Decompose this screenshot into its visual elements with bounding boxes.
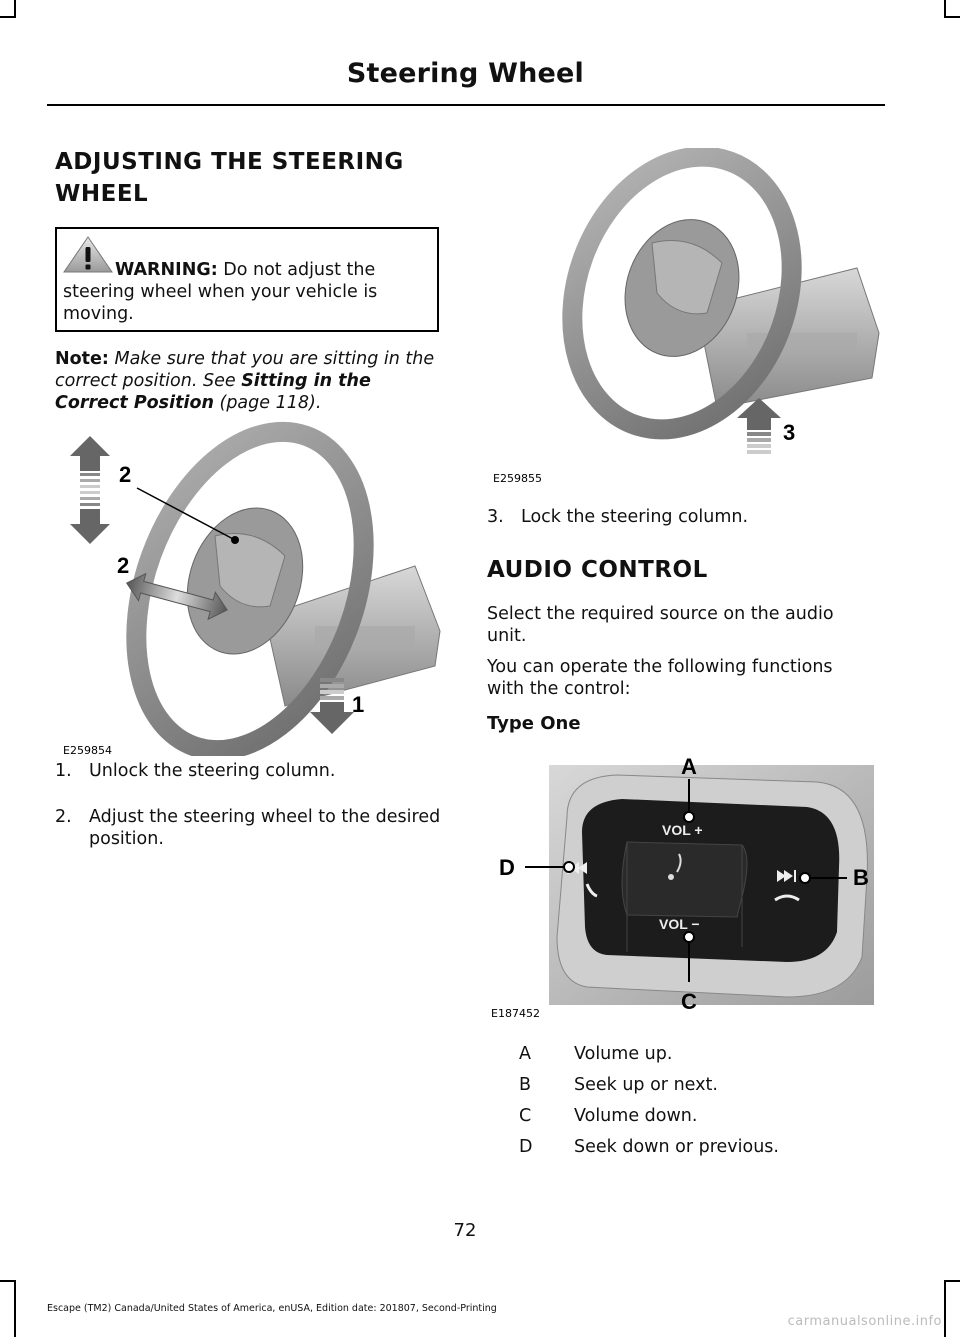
edition-footer: Escape (TM2) Canada/United States of America, enUSA, Edition date: 201807, Second-Printing — [47, 1303, 497, 1314]
legend-key: A — [519, 1044, 531, 1064]
step-text-line1: Adjust the steering wheel to the desired — [89, 807, 441, 827]
callout-3: 3 — [783, 420, 796, 445]
figure-code: E259854 — [63, 744, 112, 756]
warning-body: Do not adjust the steering wheel when your vehicle is moving. — [63, 260, 378, 324]
step-text-line2: position. — [89, 829, 164, 849]
audio-para-2-line2: with the control: — [487, 679, 631, 699]
label-a: A — [681, 757, 697, 779]
legend-key: C — [519, 1106, 532, 1126]
page-header-title: Steering Wheel — [346, 58, 584, 89]
step-number: 1. — [55, 761, 72, 781]
step-number: 2. — [55, 807, 72, 827]
watermark: carmanualsonline.info — [787, 1314, 942, 1329]
note-text: Make sure that you are sitting in the correct position. See — [55, 349, 435, 391]
step-3 — [487, 506, 887, 528]
note-label: Note: — [55, 349, 109, 369]
vol-plus-label: VOL + — [662, 822, 703, 838]
steering-adjust-figure — [55, 416, 445, 756]
crop-mark — [14, 1280, 16, 1337]
audio-control-heading: AUDIO CONTROL — [487, 557, 708, 583]
audio-para-1-line1: Select the required source on the audio — [487, 604, 834, 624]
crop-mark — [0, 1280, 16, 1282]
legend-value: Volume down. — [574, 1106, 698, 1126]
audio-control-figure — [487, 757, 882, 1022]
audio-para-1 — [487, 603, 887, 647]
label-d: D — [499, 855, 515, 880]
step-text: Unlock the steering column. — [89, 761, 336, 781]
section-heading-line2: WHEEL — [55, 181, 149, 207]
vol-minus-label: VOL − — [659, 916, 700, 932]
legend-value: Seek down or previous. — [574, 1137, 779, 1157]
legend-value: Seek up or next. — [574, 1075, 718, 1095]
crop-mark — [944, 1280, 946, 1337]
callout-1: 1 — [352, 692, 365, 717]
label-b: B — [853, 865, 869, 890]
step-text: Lock the steering column. — [521, 507, 749, 527]
type-one-subheading: Type One — [487, 713, 581, 734]
step-2 — [55, 806, 455, 850]
figure-code: E187452 — [491, 1007, 540, 1020]
callout-2-top: 2 — [119, 462, 132, 487]
audio-para-2-line1: You can operate the following functions — [487, 657, 833, 677]
callout-2-mid: 2 — [117, 553, 130, 578]
crop-mark — [944, 16, 960, 18]
steering-lock-figure — [487, 148, 882, 488]
header-rule — [47, 104, 885, 106]
note-link[interactable]: Sitting in the Correct Position — [55, 371, 371, 413]
legend-key: B — [519, 1075, 532, 1095]
note-page: (page 118). — [213, 393, 322, 413]
label-c: C — [681, 989, 697, 1014]
crop-mark — [0, 16, 16, 18]
step-number: 3. — [487, 507, 504, 527]
page-number: 72 — [453, 1220, 477, 1241]
legend-key: D — [519, 1137, 533, 1157]
warning-text — [63, 259, 435, 325]
warning-label: WARNING: — [115, 260, 218, 280]
figure-code: E259855 — [493, 472, 542, 485]
crop-mark — [944, 1280, 960, 1282]
legend-value: Volume up. — [574, 1044, 673, 1064]
section-heading-line1: ADJUSTING THE STEERING — [55, 149, 404, 175]
audio-para-1-line2: unit. — [487, 626, 527, 646]
step-1 — [55, 760, 455, 782]
note-paragraph — [55, 348, 447, 414]
audio-para-2 — [487, 656, 887, 700]
